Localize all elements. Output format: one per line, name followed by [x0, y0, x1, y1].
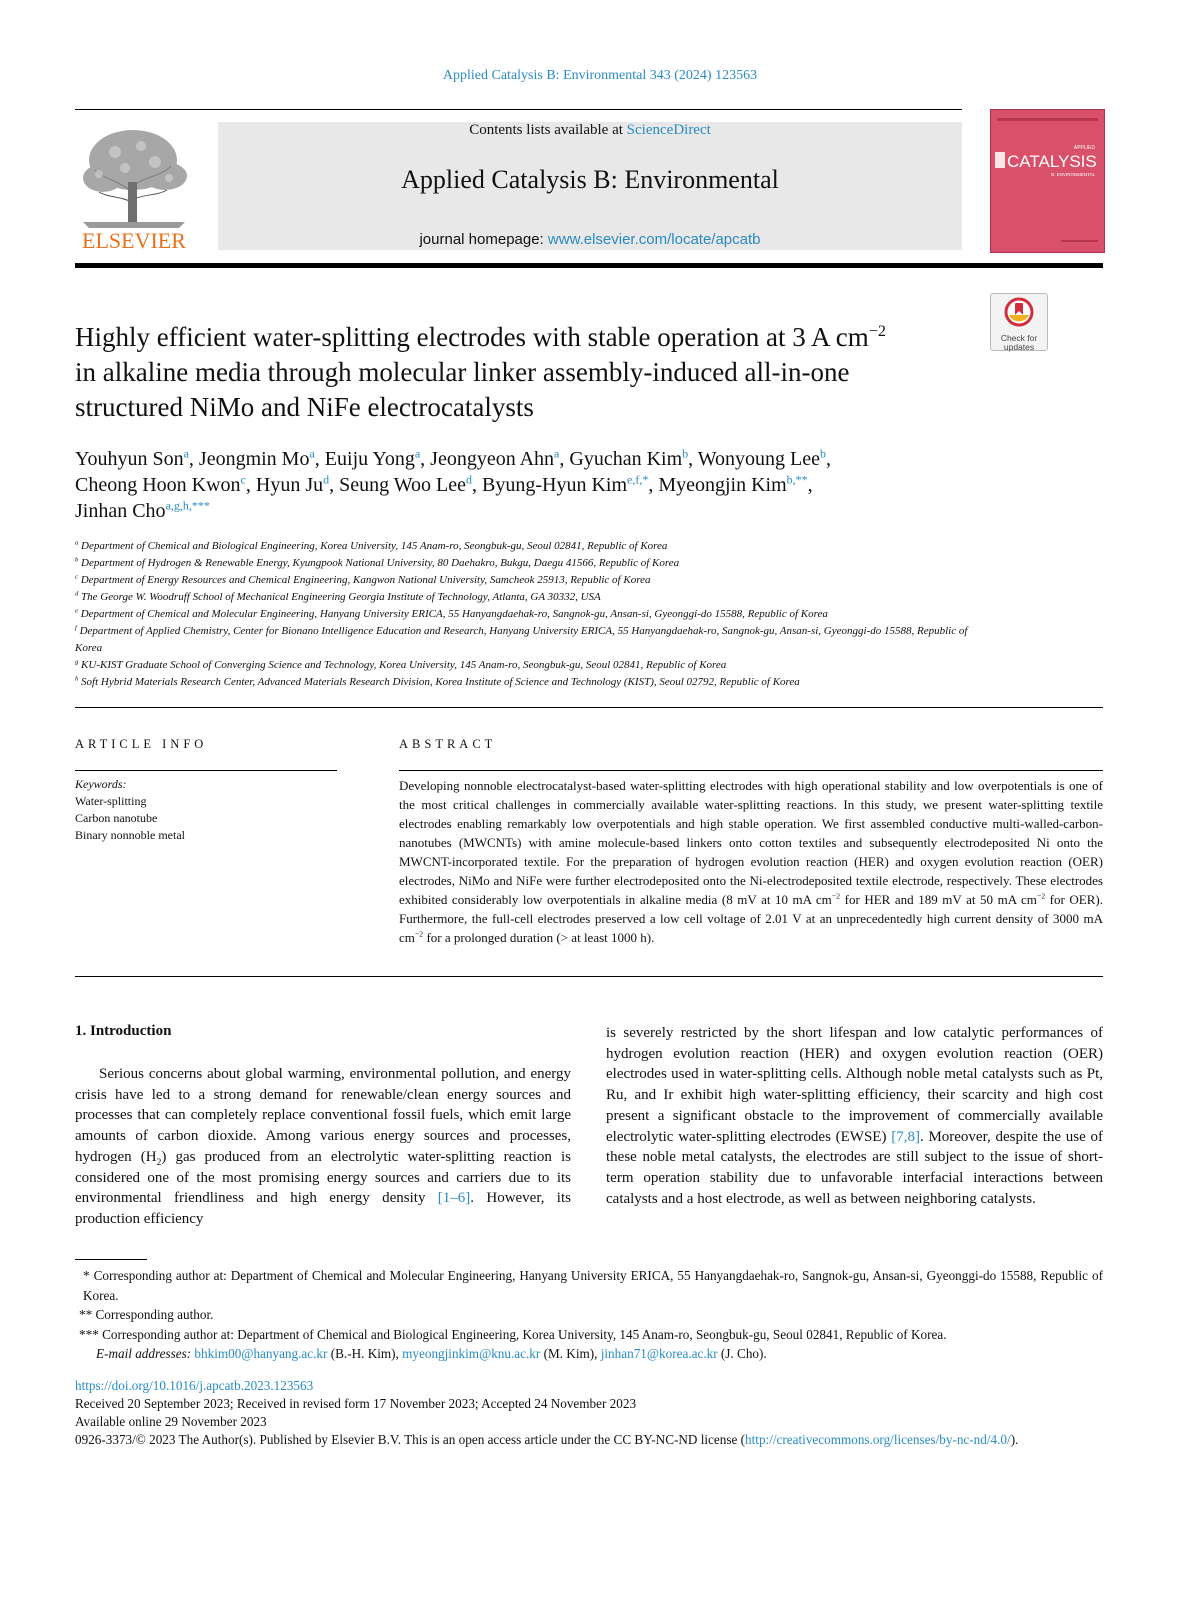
contents-line — [218, 122, 962, 139]
crossmark-icon — [1004, 297, 1034, 327]
author[interactable]: Jeongmin Mo — [198, 448, 310, 470]
section-rule — [75, 707, 1103, 708]
keywords-label: Keywords: — [75, 777, 127, 791]
footnote-rule — [75, 1259, 147, 1260]
running-head[interactable]: Applied Catalysis B: Environmental 343 (2024) 123563 — [442, 68, 758, 83]
contents-prefix: Contents lists available at — [469, 122, 627, 138]
footnote: *** Corresponding author at: Department of Chemical and Biological Engineering, Korea University, 145 Anam-ro, Seongbuk-gu, Seoul 02841, Republic of Korea. — [79, 1326, 947, 1342]
affiliation-item: $^g$ KU-KIST Graduate School of Converging Science and Technology, Korea University, 145 Anam-ro, Seongbuk-gu, Seoul 02841, Republic of Korea — [75, 658, 727, 671]
svg-text:APPLIED: APPLIED — [1073, 145, 1095, 151]
homepage-line — [218, 231, 962, 248]
body-text-left-column: Serious concerns about global warming, environmental pollution, and energy crisis have led to a strong demand for renewable/clean energy sources and processes that can completely replace conventional fossil fuels, which emit large amounts of carbon dioxide. Among various energy sources and processes, hydrogen $(H_2)$ gas produced from an electrolytic water-splitting reaction is considered one of the most promising energy sources and carriers due to its environmental friendliness and high energy density [1–6]. However, its production efficiency — [75, 1066, 571, 1227]
keyword[interactable]: Binary nonnoble metal — [75, 828, 185, 842]
header-rule — [75, 109, 962, 110]
affiliation-item: $^e$ Department of Chemical and Molecular Engineering, Hanyang University ERICA, 55 Hanyangdaehak-ro, Sangnok-gu, Ansan-si, Gyeonggi-do 15588, Republic of Korea — [75, 607, 828, 620]
email-link[interactable]: jinhan71@korea.ac.kr — [600, 1346, 718, 1361]
elsevier-tree-icon — [75, 122, 193, 252]
available-online: Available online 29 November 2023 — [75, 1414, 267, 1429]
keyword[interactable]: Carbon nanotube — [75, 811, 158, 825]
author[interactable]: Myeongjin Kim — [658, 474, 787, 496]
affiliation-item: $^a$ Department of Chemical and Biological Engineering, Korea University, 145 Anam-ro, Seongbuk-gu, Seoul 02841, Republic of Korea — [75, 539, 668, 552]
footnote: ** Corresponding author. — [79, 1307, 214, 1322]
journal-cover-icon — [991, 110, 1104, 252]
author[interactable]: Seung Woo Lee — [339, 474, 466, 496]
author[interactable]: Byung-Hyun Kim — [482, 474, 627, 496]
author[interactable]: Wonyoung Lee — [697, 448, 821, 470]
elsevier-wordmark: ELSEVIER — [82, 228, 186, 252]
check-updates-label: Check for updates — [1000, 333, 1038, 352]
footnote: * Corresponding author at: Department of Chemical and Molecular Engineering, Hanyang University ERICA, 55 Hanyangdaehak-ro, Sangnok-gu, Ansan-si, Gyeonggi-do 15588, Republic of Korea. — [83, 1268, 1103, 1303]
article-info-rule — [75, 770, 337, 771]
homepage-prefix: journal homepage: — [419, 231, 548, 248]
article-metadata — [75, 1377, 1103, 1449]
abstract-heading: ABSTRACT — [399, 737, 497, 751]
citation-link[interactable]: [7,8] — [891, 1128, 920, 1145]
affiliations — [75, 538, 975, 691]
doi-link[interactable]: https://doi.org/10.1016/j.apcatb.2023.123563 — [75, 1378, 314, 1393]
affiliation-item: $^b$ Department of Hydrogen & Renewable Energy, Kyungpook National University, 80 Daehakro, Bukgu, Daegu 41566, Republic of Korea — [75, 556, 680, 569]
author[interactable]: Cheong Hoon Kwon — [75, 474, 241, 496]
license-link[interactable]: http://creativecommons.org/licenses/by-nc-nd/4.0/ — [745, 1432, 1011, 1447]
keyword[interactable]: Water-splitting — [75, 794, 147, 808]
journal-cover[interactable] — [990, 109, 1105, 253]
author[interactable]: Hyun Ju — [255, 474, 324, 496]
article-info-heading: ARTICLE INFO — [75, 737, 208, 751]
email-link[interactable]: myeongjinkim@knu.ac.kr — [402, 1346, 541, 1361]
svg-text:B: ENVIRONMENTAL: B: ENVIRONMENTAL — [1051, 172, 1095, 177]
email-link[interactable]: bhkim00@hanyang.ac.kr — [194, 1346, 328, 1361]
check-for-updates-button[interactable] — [990, 293, 1048, 351]
affiliation-item: $^c$ Department of Energy Resources and Chemical Engineering, Kangwon National University, Samcheok 25913, Republic of Korea — [75, 573, 651, 586]
affiliation-item: $^f$ Department of Applied Chemistry, Center for Bionano Intelligence Education and Research, Hanyang University ERICA, 55 Hanyangdaehak-ro, Sangnok-gu, Ansan-si, Gyeonggi-do 15588, Republic of Korea — [75, 624, 968, 654]
masthead-rule — [75, 263, 1103, 268]
elsevier-logo[interactable] — [75, 122, 193, 252]
author[interactable]: Jeongyeon Ahn — [430, 448, 555, 470]
footnotes — [75, 1266, 1103, 1364]
journal-title[interactable]: Applied Catalysis B: Environmental — [401, 165, 779, 194]
author[interactable]: Gyuchan Kim — [569, 448, 683, 470]
section-heading-introduction: 1. Introduction — [75, 1023, 172, 1039]
section-rule — [75, 976, 1103, 977]
abstract-text: Developing nonnoble electrocatalyst-based water-splitting electrodes with high operational stability and low overpotentials is one of the most critical challenges in commercially available water-splitting reactions. In this study, we present water-splitting textile electrodes enabling remarkably low overpotentials and high stable operation. We first assembled conductive multi-walled-carbon-nanotubes (MWCNTs) with amine molecule-based linkers onto cotton textiles and subsequently electrodeposited Ni onto the MWCNT-incorporated textile. For the preparation of hydrogen evolution reaction (HER) and oxygen evolution reaction (OER) electrodes, NiMo and NiFe were further electrodeposited onto the Ni-electrodeposited textile electrode, respectively. These electrodes exhibited considerably low overpotentials in alkaline media (8 mV at 10 mA $cm^{-2}$ for HER and 189 mV at 50 mA $cm^{-2}$ for OER). Furthermore, the full-cell electrodes preserved a low cell voltage of 2.01 V at an unprecedentedly high current density of 3000 mA $cm^{-2}$ for a prolonged duration (> at least 1000 h). — [399, 778, 1103, 945]
author[interactable]: Youhyun Son — [75, 448, 184, 470]
affiliation-item: $^d$ The George W. Woodruff School of Mechanical Engineering Georgia Institute of Technology, Atlanta, GA 30332, USA — [75, 590, 601, 603]
abstract-rule — [399, 770, 1103, 771]
body-text-right-column: is severely restricted by the short lifespan and low catalytic performances of hydrogen evolution reaction (HER) and oxygen evolution reaction (OER) electrodes used in water-splitting cells. Although noble metal catalysts such as Pt, Ru, and Ir exhibit high water-splitting efficiency, their scarcity and high cost present a significant obstacle to the improvement of commercially available electrolytic water-splitting electrodes (EWSE) [7,8]. Moreover, despite the use of these noble metal catalysts, the electrodes are still subject to the issue of short-term operation stability due to unfavorable interfacial interactions between catalysts and a host electrode, as well as between neighboring catalysts. — [606, 1025, 1103, 1207]
keywords-block — [75, 776, 185, 844]
affiliation-item: $^h$ Soft Hybrid Materials Research Center, Advanced Materials Research Division, Korea Institute of Science and Technology (KIST), Seoul 02792, Republic of Korea — [75, 675, 800, 688]
cover-title: CATALYSIS — [1007, 152, 1097, 171]
history-dates: Received 20 September 2023; Received in revised form 17 November 2023; Accepted 24 November 2023 — [75, 1396, 637, 1411]
author[interactable]: Euiju Yong — [324, 448, 415, 470]
author-list: Youhyun Son$^a$, Jeongmin Mo$^a$, Euiju Yong$^a$, Jeongyeon Ahn$^a$, Gyuchan Kim$^b$, Wonyoung Lee$^b$, Cheong Hoon Kwon$^c$, Hyun Ju$^d$, Seung Woo Lee$^d$, Byung-Hyun Kim$^{e,f,*}$, Myeongjin Kim$^{b,**}$, Jinhan Cho$^{a,g,h,***}$ — [75, 446, 832, 522]
email-addresses: E-mail addresses: bhkim00@hanyang.ac.kr (B.-H. Kim), myeongjinkim@knu.ac.kr (M. Kim), jinhan71@korea.ac.kr (J. Cho). — [96, 1346, 767, 1361]
article-title — [75, 320, 975, 425]
citation-link[interactable]: [1–6] — [437, 1190, 471, 1207]
license-line: 0926-3373/© 2023 The Author(s). Published by Elsevier B.V. This is an open access article under the CC BY-NC-ND license (http://creativecommons.org/licenses/by-nc-nd/4.0/). — [75, 1432, 1019, 1447]
title-line-3: structured NiMo and NiFe electrocatalysts — [75, 392, 534, 422]
homepage-link[interactable]: www.elsevier.com/locate/apcatb — [547, 231, 761, 248]
email-label: E-mail addresses: — [96, 1346, 192, 1361]
author[interactable]: Jinhan Cho — [75, 500, 166, 522]
sciencedirect-link[interactable]: ScienceDirect — [626, 122, 711, 138]
title-superscript: −2 — [868, 322, 886, 340]
title-line-2: in alkaline media through molecular linker assembly-induced all-in-one — [75, 357, 850, 387]
title-line-1: Highly efficient water-splitting electrodes with stable operation at 3 A cm — [75, 322, 869, 352]
